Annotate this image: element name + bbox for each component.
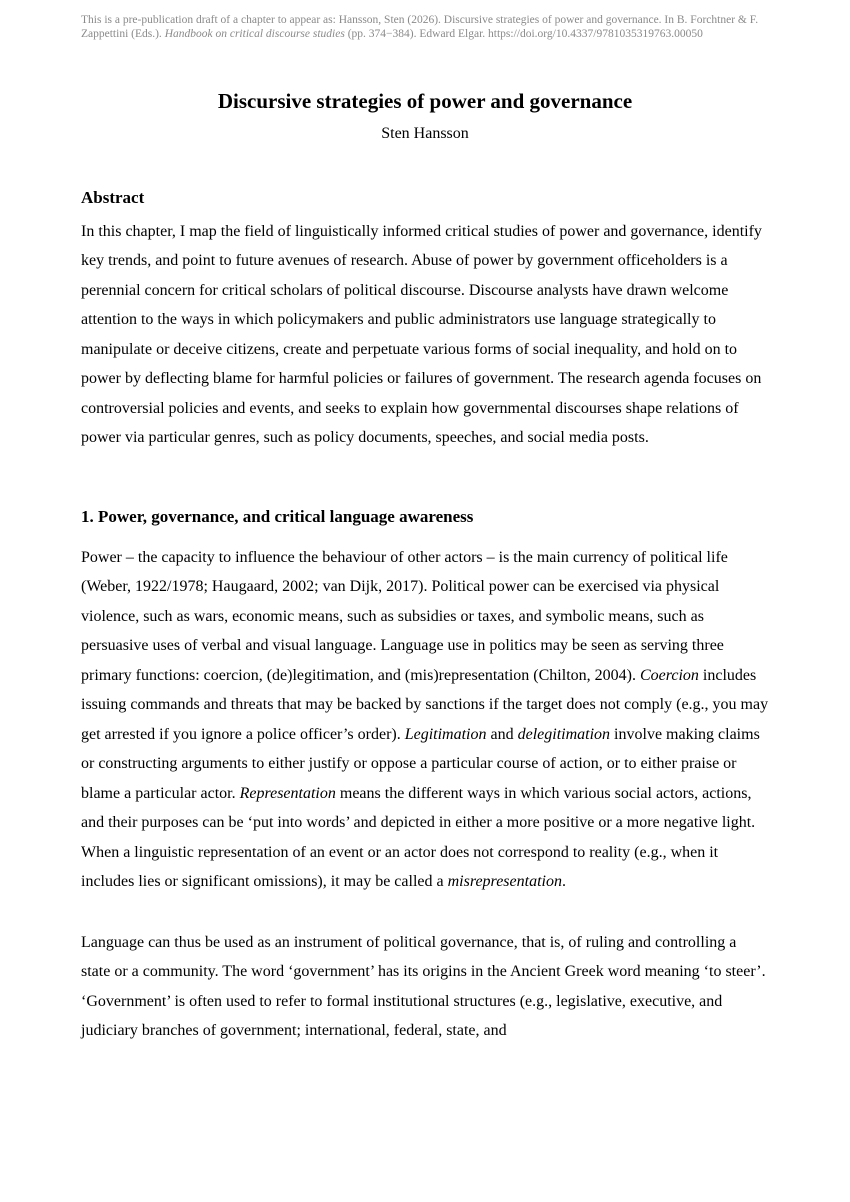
paper-title: Discursive strategies of power and governance — [217, 89, 633, 113]
section-1-paragraph-2: Language can thus be used as an instrument of political governance, that is, of ruling and controlling a state or a community. The word ‘government’ has its origins in the Ancient Greek word meaning ‘to steer’. ‘Government’ is often used to refer to formal institutional structures (e.g., legislative, executive, and judiciary branches of government; international, federal, state, and — [81, 933, 766, 1040]
para1-seg-0: Power – the capacity to influence the behaviour of other actors – is the main currency of political life (Weber, 1922/1978; Haugaard, 2002; van Dijk, 2017). Political power can be exercised via physical violence, such as wars, economic means, such as subsidies or taxes, and symbolic means, such as persuasive uses of verbal and visual language. Language use in politics may be seen as serving three primary functions: coercion, (de)legitimation, and (mis)representation (Chilton, 2004). — [81, 548, 728, 684]
para1-term-legitimation: Legitimation — [404, 725, 487, 743]
draft-citation-note — [81, 14, 769, 41]
abstract-heading: Abstract — [81, 188, 145, 208]
para1-term-representation: Representation — [239, 784, 336, 802]
citation-text-tail: (pp. 374−384). Edward Elgar. — [344, 27, 489, 40]
para1-seg-6: involve making claims or constructing arguments to either justify or oppose a particular course of action, or to either praise or blame a particular actor. — [81, 725, 760, 802]
para1-seg-4: and — [486, 725, 518, 743]
citation-text-lead: This is a pre-publication draft of a chapter to appear as: Hansson, Sten (2026). Discursive strategies of power and governance. In B. Forchtner & F. Zappettini (Eds.). — [81, 14, 759, 40]
para1-term-misrepresentation: misrepresentation — [447, 873, 562, 891]
para1-term-coercion: Coercion — [639, 666, 699, 684]
abstract-paragraph: In this chapter, I map the field of linguistically informed critical studies of power and governance, identify key trends, and point to future avenues of research. Abuse of power by government officeholders is a perennial concern for critical scholars of political discourse. Discourse analysts have drawn welcome attention to the ways in which policymakers and public administrators use language strategically to manipulate or deceive citizens, create and perpetuate various forms of social inequality, and hold on to power by deflecting blame for harmful policies or failures of government. The research agenda focuses on controversial policies and events, and seeks to explain how governmental discourses shape relations of power via particular genres, such as policy documents, speeches, and social media posts. — [81, 222, 762, 447]
section-1-paragraph-1 — [81, 543, 769, 897]
section-1-heading: 1. Power, governance, and critical language awareness — [81, 506, 474, 526]
para1-seg-8: means the different ways in which various social actors, actions, and their purposes can be ‘put into words’ and depicted in either a more positive or a more negative light. When a linguistic representation of an event or an actor does not correspond to reality (e.g., when it includes lies or significant omissions), it may be called a — [81, 784, 756, 891]
citation-book-title: Handbook on critical discourse studies — [164, 27, 345, 40]
para1-term-delegitimation: delegitimation — [517, 725, 611, 743]
para1-seg-2: includes issuing commands and threats that may be backed by sanctions if the target does not comply (e.g., you may get arrested if you ignore a police officer’s order). — [81, 666, 769, 743]
para1-seg-10: . — [561, 873, 566, 891]
author-name: Sten Hansson — [381, 125, 469, 143]
doi-url: https://doi.org/10.4337/9781035319763.00050 — [488, 27, 703, 40]
